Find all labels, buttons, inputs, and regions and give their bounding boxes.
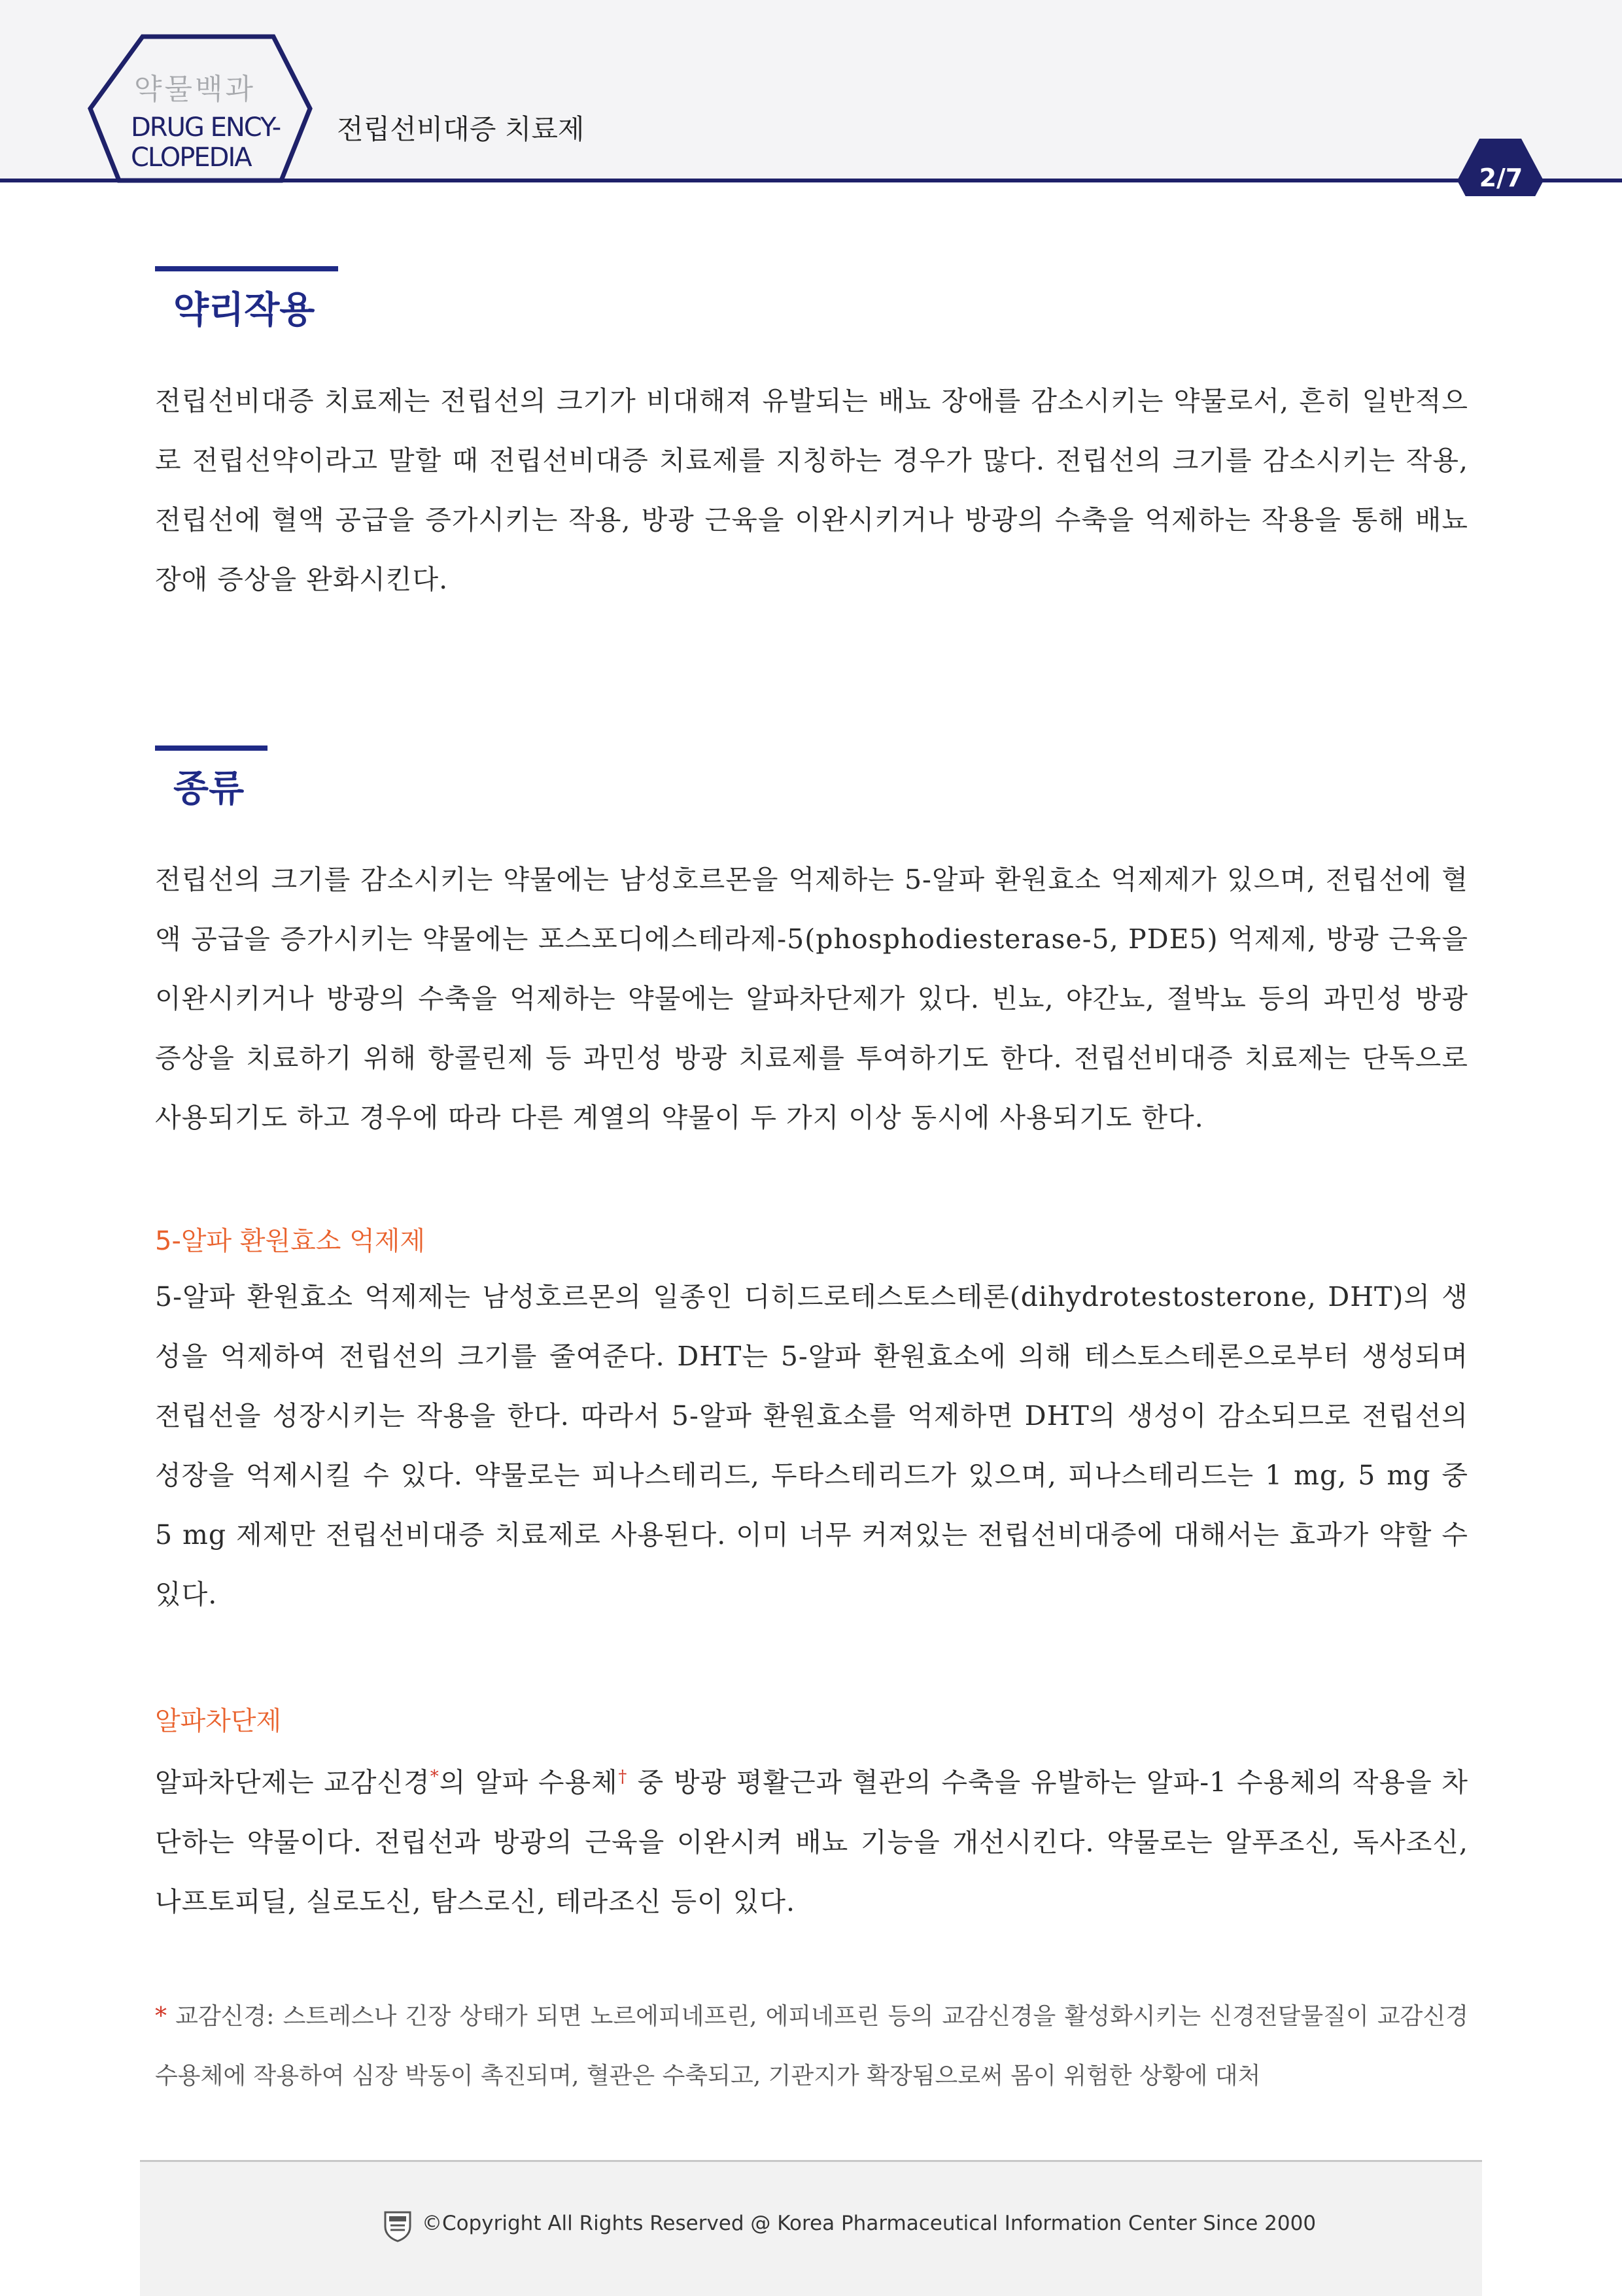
- alpha-body-part-b: 의 알파 수용체: [439, 1766, 618, 1798]
- alpha-body-part-c: 중 방광 평활근과 혈관의 수축을 유발하는 알파-1 수용체의 작용을 차단하는 약물이다. 전립선과 방광의 근육을 이완시켜 배뇨 기능을 개선시킨다. 약물로는 알푸조신, 독사조신, 나프토피딜, 실로도신, 탐스로신, 테라조신 등이 있다.: [155, 1766, 1469, 1917]
- footnote-ref-star: *: [430, 1767, 440, 1787]
- page-number: 2/7: [1479, 163, 1523, 192]
- section1-title: 약리작용: [173, 289, 315, 332]
- logo-english-line2: CLOPEDIA: [131, 143, 251, 173]
- logo-english-line1: DRUG ENCY-: [131, 112, 281, 143]
- logo-english: [131, 112, 307, 173]
- footnote: [155, 1987, 1468, 2106]
- footnote-ref-dagger: †: [617, 1767, 628, 1787]
- section2-title: 종류: [173, 768, 245, 810]
- subsection-5ari-body: 5-알파 환원효소 억제제는 남성호르몬의 일종인 디히드로테스토스테론(dihydrotestosterone, DHT)의 생성을 억제하여 전립선의 크기를 줄여준다. DHT는 5-알파 환원효소에 의해 테스토스테론으로부터 생성되며 전립선을 성장시키는 작용을 한다. 따라서 5-알파 환원효소를 억제하면 DHT의 생성이 감소되므로 전립선의 성장을 억제시킬 수 있다. 약물로는 피나스테리드, 두타스테리드가 있으며, 피나스테리드는 1 mg, 5 mg 중 5 mg 제제만 전립선비대증 치료제로 사용된다. 이미 너무 커져있는 전립선비대증에 대해서는 효과가 약할 수 있다.: [155, 1281, 1468, 1610]
- footer-copyright: ©Copyright All Rights Reserved @ Korea Pharmaceutical Information Center Since 2000: [422, 2212, 1317, 2235]
- section2-body: 전립선의 크기를 감소시키는 약물에는 남성호르몬을 억제하는 5-알파 환원효소 억제제가 있으며, 전립선에 혈액 공급을 증가시키는 약물에는 포스포디에스테라제-5(phosphodiesterase-5, PDE5) 억제제, 방광 근육을 이완시키거나 방광의 수축을 억제하는 약물에는 알파차단제가 있다. 빈뇨, 야간뇨, 절박뇨 등의 과민성 방광 증상을 치료하기 위해 항콜린제 등 과민성 방광 치료제를 투여하기도 한다. 전립선비대증 치료제는 단독으로 사용되기도 하고 경우에 따라 다른 계열의 약물이 두 가지 이상 동시에 사용되기도 한다.: [155, 864, 1468, 1133]
- shield-logo-icon: [383, 2210, 413, 2242]
- logo-korean: 약물백과: [134, 73, 256, 106]
- footnote-marker: *: [155, 2003, 167, 2030]
- document-title: 전립선비대증 치료제: [337, 113, 585, 145]
- subsection-alpha-title: 알파차단제: [155, 1706, 282, 1736]
- footnote-text: 교감신경: 스트레스나 긴장 상태가 되면 노르에피네프린, 에피네프린 등의 교감신경을 활성화시키는 신경전달물질이 교감신경 수용체에 작용하여 심장 박동이 촉진되며, 혈관은 수축되고, 기관지가 확장됨으로써 몸이 위험한 상황에 대처: [155, 2003, 1468, 2089]
- alpha-body-part-a: 알파차단제는 교감신경: [155, 1766, 430, 1798]
- subsection-5ari-title: 5-알파 환원효소 억제제: [155, 1226, 426, 1256]
- page-header: [0, 0, 1622, 182]
- section2-accent-line: [155, 745, 267, 751]
- section1-accent-line: [155, 266, 338, 271]
- section1-body: 전립선비대증 치료제는 전립선의 크기가 비대해져 유발되는 배뇨 장애를 감소시키는 약물로서, 흔히 일반적으로 전립선약이라고 말할 때 전립선비대증 치료제를 지칭하는 경우가 많다. 전립선의 크기를 감소시키는 작용, 전립선에 혈액 공급을 증가시키는 작용, 방광 근육을 이완시키거나 방광의 수축을 억제하는 작용을 통해 배뇨 장애 증상을 완화시킨다.: [155, 385, 1468, 595]
- subsection-alpha-body: [155, 1747, 1468, 1932]
